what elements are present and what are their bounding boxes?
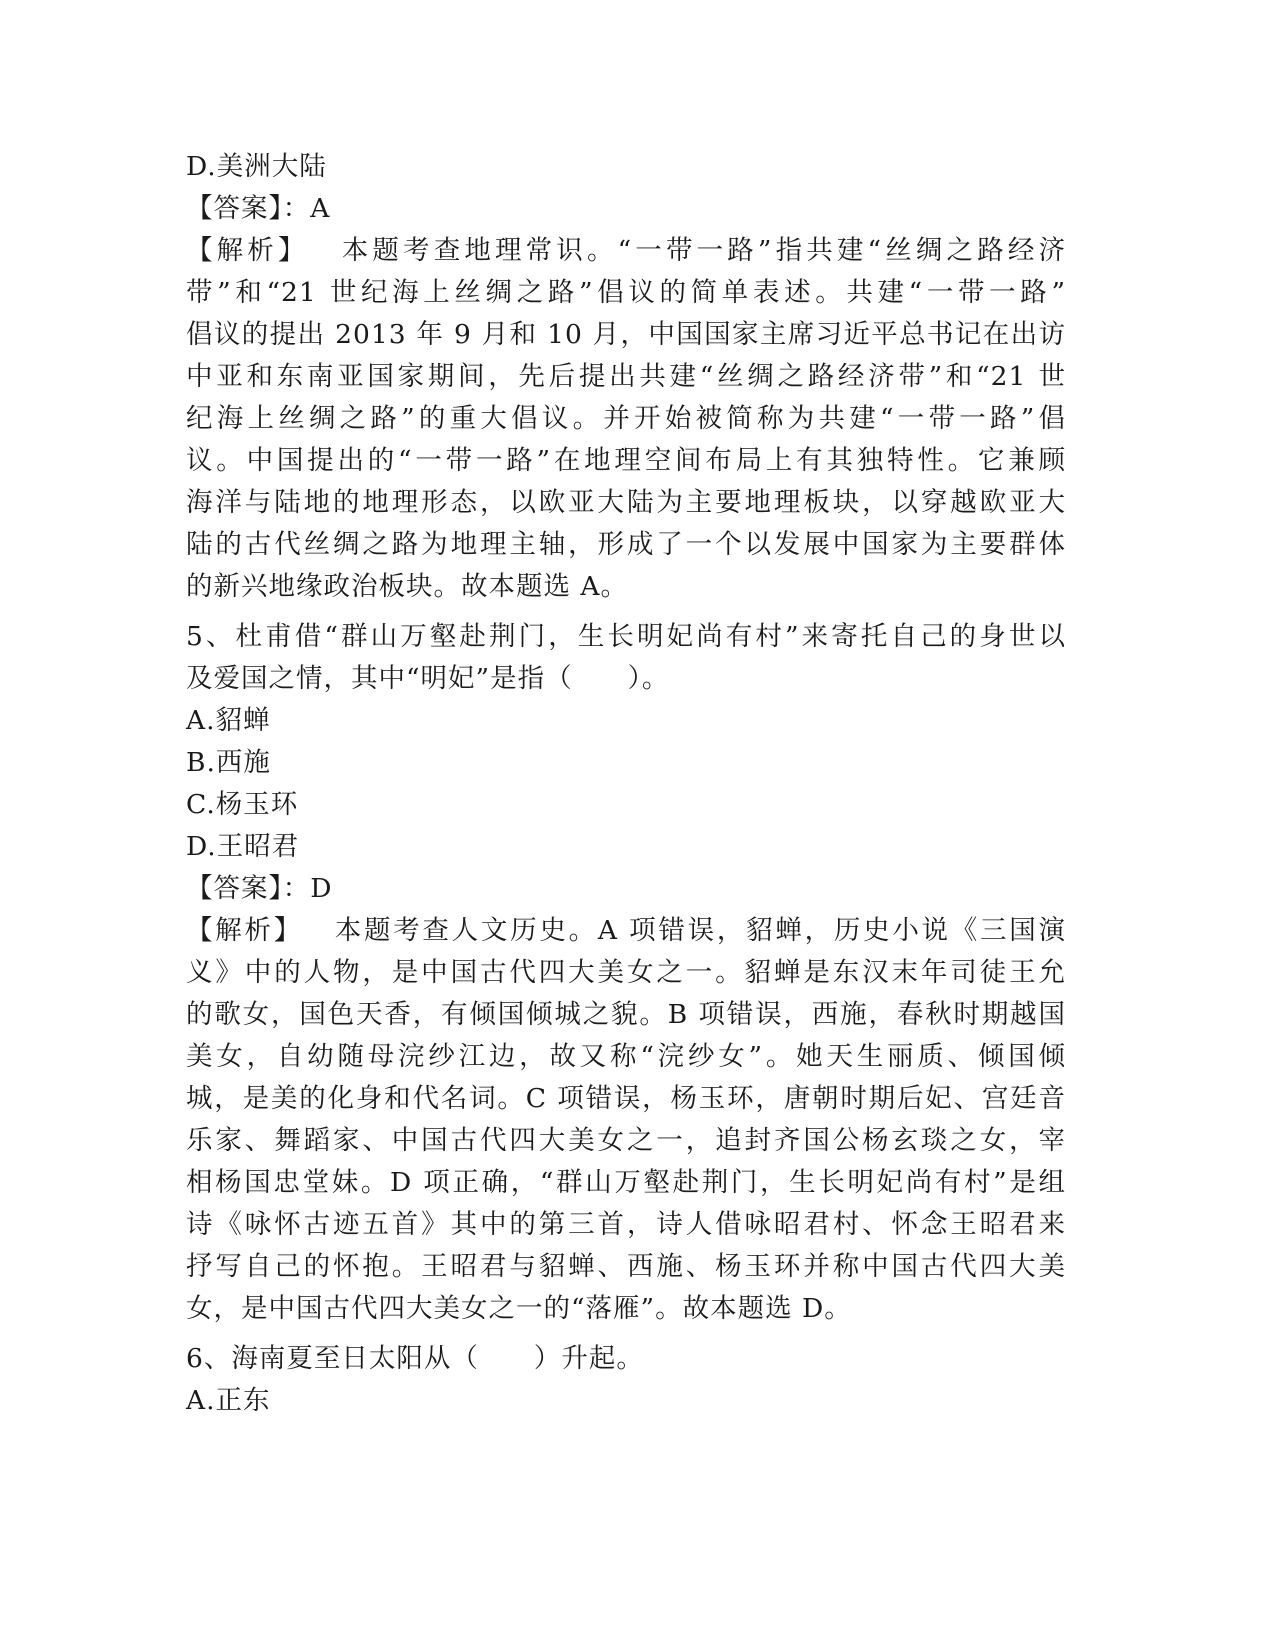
q5-analysis-line-4: 美女，自幼随母浣纱江边，故又称“浣纱女”。她天生丽质、倾国倾 xyxy=(186,1041,1066,1072)
spacer xyxy=(186,1330,1066,1338)
q4-answer: 【答案】：A xyxy=(186,193,331,224)
q4-analysis-line-6: 议。中国提出的“一带一路”在地理空间布局上有其独特性。它兼顾 xyxy=(186,445,1066,476)
q5-analysis-label: 【解析】 xyxy=(186,915,303,946)
q4-analysis-line-2: 带”和“21 世纪海上丝绸之路”倡议的简单表述。共建“一带一路” xyxy=(186,277,1066,308)
q4-analysis-label: 【解析】 xyxy=(186,235,309,266)
q5-answer: 【答案】：D xyxy=(186,873,333,904)
q5-analysis-line-10: 女，是中国古代四大美女之一的“落雁”。故本题选 D。 xyxy=(186,1293,852,1324)
q5-option-b: B.西施 xyxy=(186,747,271,778)
document-body xyxy=(186,146,1066,1422)
spacer xyxy=(186,608,1066,616)
q4-analysis-text-1: 本题考查地理常识。“一带一路”指共建“丝绸之路经济 xyxy=(338,235,1066,266)
q4-analysis-line-4: 中亚和东南亚国家期间，先后提出共建“丝绸之路经济带”和“21 世 xyxy=(186,361,1066,392)
q5-option-d: D.王昭君 xyxy=(186,831,300,862)
q5-analysis-line-5: 城，是美的化身和代名词。C 项错误，杨玉环，唐朝时期后妃、宫廷音 xyxy=(186,1083,1066,1114)
q4-analysis-line-7: 海洋与陆地的地理形态，以欧亚大陆为主要地理板块，以穿越欧亚大 xyxy=(186,487,1066,518)
q5-question-line-2: 及爱国之情，其中“明妃”是指（ ）。 xyxy=(186,663,670,694)
q5-analysis-line-6: 乐家、舞蹈家、中国古代四大美女之一，追封齐国公杨玄琰之女，宰 xyxy=(186,1125,1066,1156)
q5-analysis-line-8: 诗《咏怀古迹五首》其中的第三首，诗人借咏昭君村、怀念王昭君来 xyxy=(186,1209,1066,1240)
q5-analysis-text-1: 本题考查人文历史。A 项错误，貂蝉，历史小说《三国演 xyxy=(332,915,1067,946)
q5-analysis-line-2: 义》中的人物，是中国古代四大美女之一。貂蝉是东汉末年司徒王允 xyxy=(186,957,1066,988)
q5-option-a: A.貂蝉 xyxy=(186,705,271,736)
q5-analysis-line-3: 的歌女，国色天香，有倾国倾城之貌。B 项错误，西施，春秋时期越国 xyxy=(186,999,1066,1030)
q5-analysis-line-9: 抒写自己的怀抱。王昭君与貂蝉、西施、杨玉环并称中国古代四大美 xyxy=(186,1251,1066,1282)
q5-analysis-line-7: 相杨国忠堂妹。D 项正确，“群山万壑赴荆门，生长明妃尚有村”是组 xyxy=(186,1167,1066,1198)
q4-option-d: D.美洲大陆 xyxy=(186,151,327,182)
q5-option-c: C.杨玉环 xyxy=(186,789,299,820)
q6-question: 6、海南夏至日太阳从（ ）升起。 xyxy=(186,1343,644,1374)
q6-option-a: A.正东 xyxy=(186,1385,271,1416)
q5-question-line-1: 5、杜甫借“群山万壑赴荆门，生长明妃尚有村”来寄托自己的身世以 xyxy=(186,621,1066,652)
q4-analysis-line-8: 陆的古代丝绸之路为地理主轴，形成了一个以发展中国家为主要群体 xyxy=(186,529,1066,560)
q4-analysis-line-5: 纪海上丝绸之路”的重大倡议。并开始被简称为共建“一带一路”倡 xyxy=(186,403,1066,434)
q5-analysis-line-1 xyxy=(186,910,1066,952)
q4-analysis-line-9: 的新兴地缘政治板块。故本题选 A。 xyxy=(186,571,629,602)
q4-analysis-line-1 xyxy=(186,230,1066,272)
q4-analysis-line-3: 倡议的提出 2013 年 9 月和 10 月，中国国家主席习近平总书记在出访 xyxy=(186,319,1066,350)
